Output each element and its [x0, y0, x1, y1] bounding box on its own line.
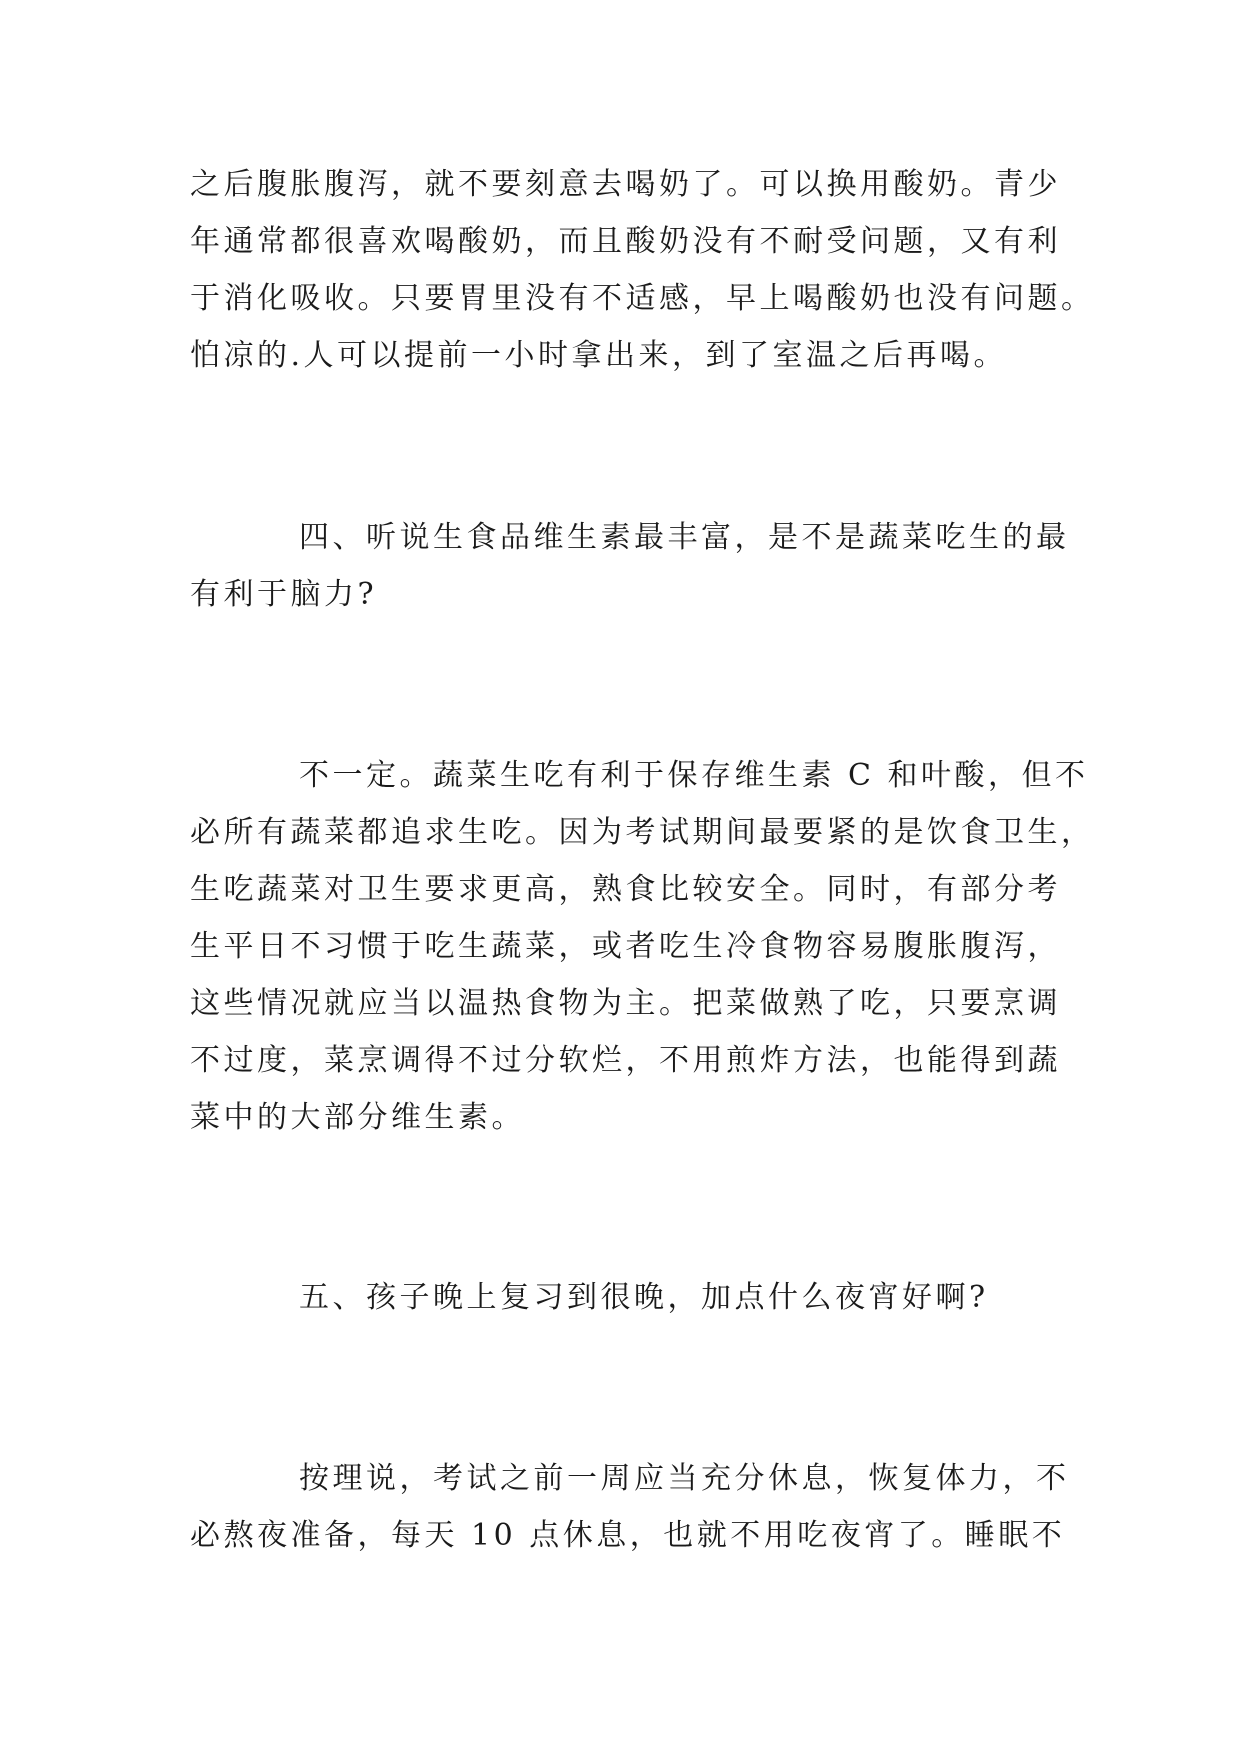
paragraph-line: 之后腹胀腹泻，就不要刻意去喝奶了。可以换用酸奶。青少 — [190, 167, 1061, 202]
paragraph-line: 必熬夜准备，每天 10 点休息，也就不用吃夜宵了。睡眠不 — [190, 1518, 1066, 1553]
paragraph-line: 怕凉的.人可以提前一小时拿出来，到了室温之后再喝。 — [190, 338, 1008, 373]
section-heading-line: 四、听说生食品维生素最丰富，是不是蔬菜吃生的最 — [299, 520, 1070, 555]
paragraph-line: 生吃蔬菜对卫生要求更高，熟食比较安全。同时，有部分考 — [190, 872, 1061, 907]
paragraph-line: 按理说，考试之前一周应当充分休息，恢复体力，不 — [299, 1461, 1070, 1496]
paragraph-line: 年通常都很喜欢喝酸奶，而且酸奶没有不耐受问题，又有利 — [190, 224, 1061, 259]
paragraph-line: 生平日不习惯于吃生蔬菜，或者吃生冷食物容易腹胀腹泻， — [190, 929, 1061, 964]
section-heading-line: 五、孩子晚上复习到很晚，加点什么夜宵好啊? — [299, 1280, 989, 1315]
paragraph-line: 不过度，菜烹调得不过分软烂，不用煎炸方法，也能得到蔬 — [190, 1043, 1061, 1078]
paragraph-line: 必所有蔬菜都追求生吃。因为考试期间最要紧的是饮食卫生， — [190, 815, 1095, 850]
paragraph-line: 不一定。蔬菜生吃有利于保存维生素 C 和叶酸，但不 — [299, 758, 1089, 793]
paragraph-line: 于消化吸收。只要胃里没有不适感，早上喝酸奶也没有问题。 — [190, 281, 1095, 316]
paragraph-line: 菜中的大部分维生素。 — [190, 1100, 525, 1135]
section-heading-line: 有利于脑力? — [190, 577, 378, 612]
paragraph-line: 这些情况就应当以温热食物为主。把菜做熟了吃，只要烹调 — [190, 986, 1061, 1021]
